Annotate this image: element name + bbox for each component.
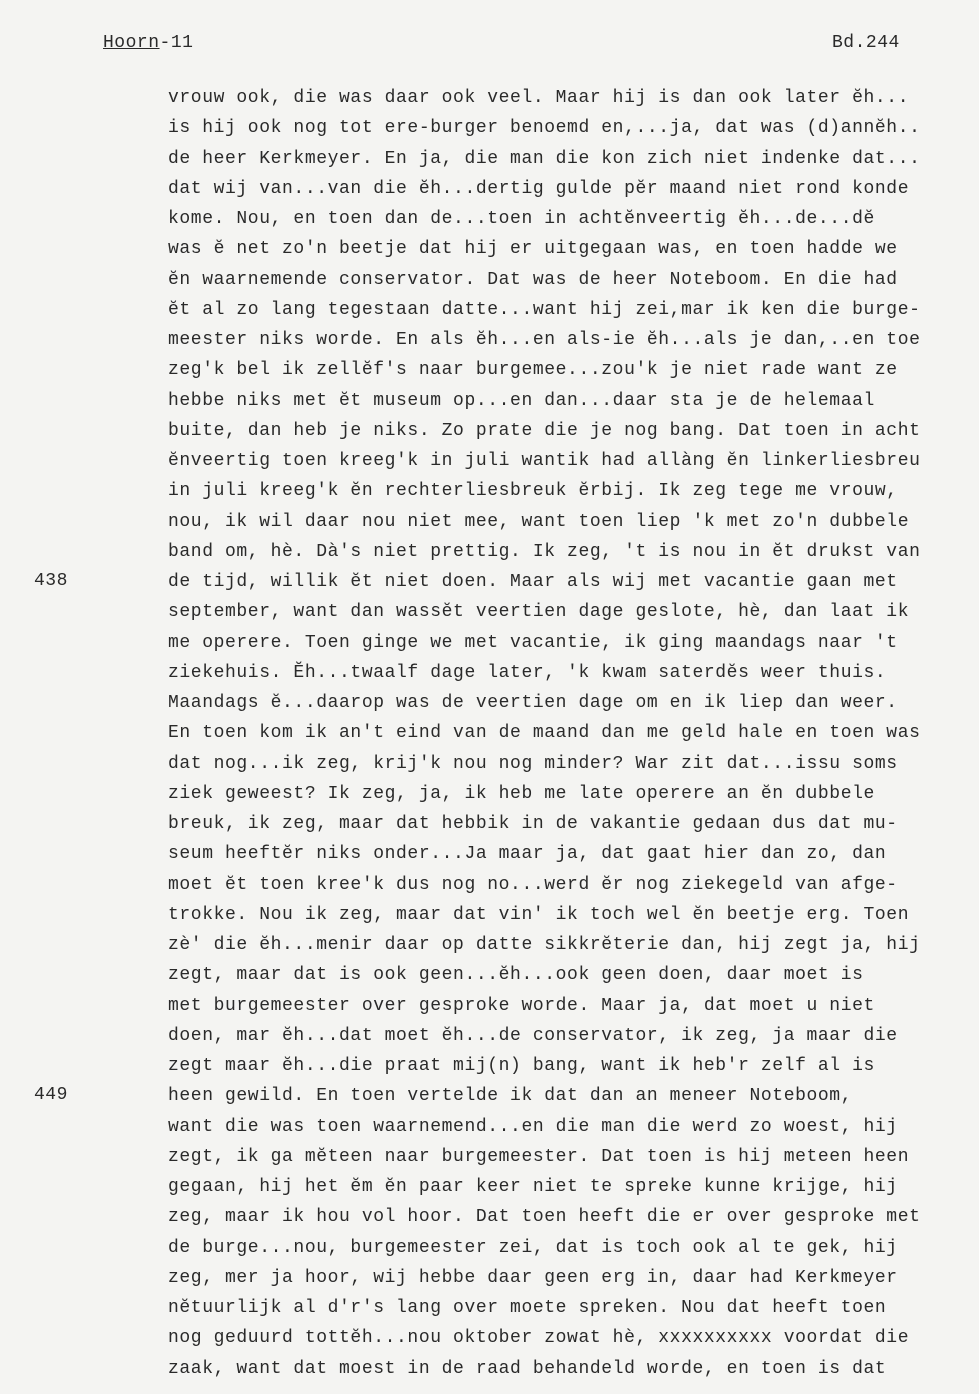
transcript-line: met burgemeester over gesproke worde. Maar ja, dat moet u niet	[168, 995, 875, 1016]
page-number: -11	[159, 33, 194, 53]
transcript-line: ziekehuis. Ĕh...twaalf dage later, 'k kwam saterdĕs weer thuis.	[168, 662, 887, 683]
transcript-line: dat nog...ik zeg, krij'k nou nog minder? War zit dat...issu soms	[168, 753, 898, 774]
header-place	[103, 33, 193, 53]
transcript-line: de burge...nou, burgemeester zei, dat is toch ook al te gek, hij	[168, 1237, 898, 1258]
transcript-body	[168, 83, 978, 1384]
transcript-line: vrouw ook, die was daar ook veel. Maar hij is dan ook later ĕh...	[168, 88, 910, 108]
transcript-line: zegt, maar dat is ook geen...ĕh...ook geen doen, daar moet is	[168, 965, 864, 986]
transcript-line: Maandags ĕ...daarop was de veertien dage om en ik liep dan weer.	[168, 693, 898, 713]
transcript-line: in juli kreeg'k ĕn rechterliesbreuk ĕrbij. Ik zeg tege me vrouw,	[168, 481, 898, 502]
transcript-line: me operere. Toen ginge we met vacantie, ik ging maandags naar 't	[168, 632, 898, 653]
transcript-line: zè' die ĕh...menir daar op datte sikkrĕterie dan, hij zegt ja, hij	[168, 935, 921, 955]
transcript-line: heen gewild. En toen vertelde ik dat dan an meneer Noteboom,	[168, 1086, 853, 1107]
transcript-line: gegaan, hij het ĕm ĕn paar keer niet te spreke kunne krijge, hij	[168, 1177, 898, 1197]
transcript-line: meester niks worde. En als ĕh...en als-ie ĕh...als je dan,..en toe	[168, 330, 921, 350]
transcript-line: zeg, maar ik hou vol hoor. Dat toen heeft die er over gesproke met	[168, 1207, 921, 1228]
transcript-line: buite, dan heb je niks. Zo prate die je nog bang. Dat toen in acht	[168, 420, 921, 441]
transcript-line: september, want dan wassĕt veertien dage geslote, hè, dan laat ik	[168, 602, 910, 623]
transcript-line: was ĕ net zo'n beetje dat hij er uitgegaan was, en toen hadde we	[168, 239, 898, 260]
transcript-line: zegt, ik ga mĕteen naar burgemeester. Dat toen is hij meteen heen	[168, 1146, 910, 1167]
margin-line-number: 449	[34, 1085, 68, 1106]
transcript-line: En toen kom ik an't eind van de maand dan me geld hale en toen was	[168, 723, 921, 744]
volume-number: Bd.244	[832, 33, 900, 53]
transcript-line: breuk, ik zeg, maar dat hebbik in de vakantie gedaan dus dat mu-	[168, 814, 898, 834]
transcript-line: zaak, want dat moest in de raad behandeld worde, en toen is dat	[168, 1358, 887, 1379]
transcript-line: doen, mar ĕh...dat moet ĕh...de conservator, ik zeg, ja maar die	[168, 1025, 898, 1046]
transcript-line: nĕtuurlijk al d'r's lang over moete spreken. Nou dat heeft toen	[168, 1298, 887, 1318]
transcript-line: ĕn waarnemende conservator. Dat was de heer Noteboom. En die had	[168, 269, 898, 290]
transcript-line: zeg'k bel ik zellĕf's naar burgemee...zou'k je niet rade want ze	[168, 360, 898, 381]
transcript-line: de heer Kerkmeyer. En ja, die man die kon zich niet indenke dat...	[168, 148, 921, 169]
transcript-line: zeg, mer ja hoor, wij hebbe daar geen erg in, daar had Kerkmeyer	[168, 1267, 898, 1288]
transcript-line: band om, hè. Dà's niet prettig. Ik zeg, 't is nou in ĕt drukst van	[168, 541, 921, 562]
transcript-line: nou, ik wil daar nou niet mee, want toen liep 'k met zo'n dubbele	[168, 511, 910, 532]
transcript-line: kome. Nou, en toen dan de...toen in achtĕnveertig ĕh...de...dĕ	[168, 209, 875, 229]
transcript-line: is hij ook nog tot ere-burger benoemd en,...ja, dat was (d)annĕh..	[168, 118, 921, 139]
transcript-line: ziek geweest? Ik zeg, ja, ik heb me late operere an ĕn dubbele	[168, 783, 875, 804]
place-name: Hoorn	[103, 33, 160, 53]
transcript-line: seum heeftĕr niks onder...Ja maar ja, dat gaat hier dan zo, dan	[168, 844, 887, 865]
transcript-line: hebbe niks met ĕt museum op...en dan...daar sta je de helemaal	[168, 390, 875, 411]
margin-line-number: 438	[34, 571, 68, 591]
transcript-line: moet ĕt toen kree'k dus nog no...werd ĕr nog ziekegeld van afge-	[168, 874, 898, 895]
transcript-line: dat wij van...van die ĕh...dertig gulde pĕr maand niet rond konde	[168, 178, 910, 199]
transcript-line: de tijd, willik ĕt niet doen. Maar als wij met vacantie gaan met	[168, 572, 898, 592]
transcript-line: zegt maar ĕh...die praat mij(n) bang, want ik heb'r zelf al is	[168, 1056, 875, 1076]
transcript-line: want die was toen waarnemend...en die man die werd zo woest, hij	[168, 1116, 898, 1137]
transcript-line: trokke. Nou ik zeg, maar dat vin' ik toch wel ĕn beetje erg. Toen	[168, 904, 910, 925]
transcript-line: ĕt al zo lang tegestaan datte...want hij zei,mar ik ken die burge-	[168, 299, 921, 320]
transcript-line: nog geduurd tottĕh...nou oktober zowat hè, xxxxxxxxxx voordat die	[168, 1328, 910, 1349]
transcript-line: ĕnveertig toen kreeg'k in juli wantik had allàng ĕn linkerliesbreu	[168, 451, 921, 471]
